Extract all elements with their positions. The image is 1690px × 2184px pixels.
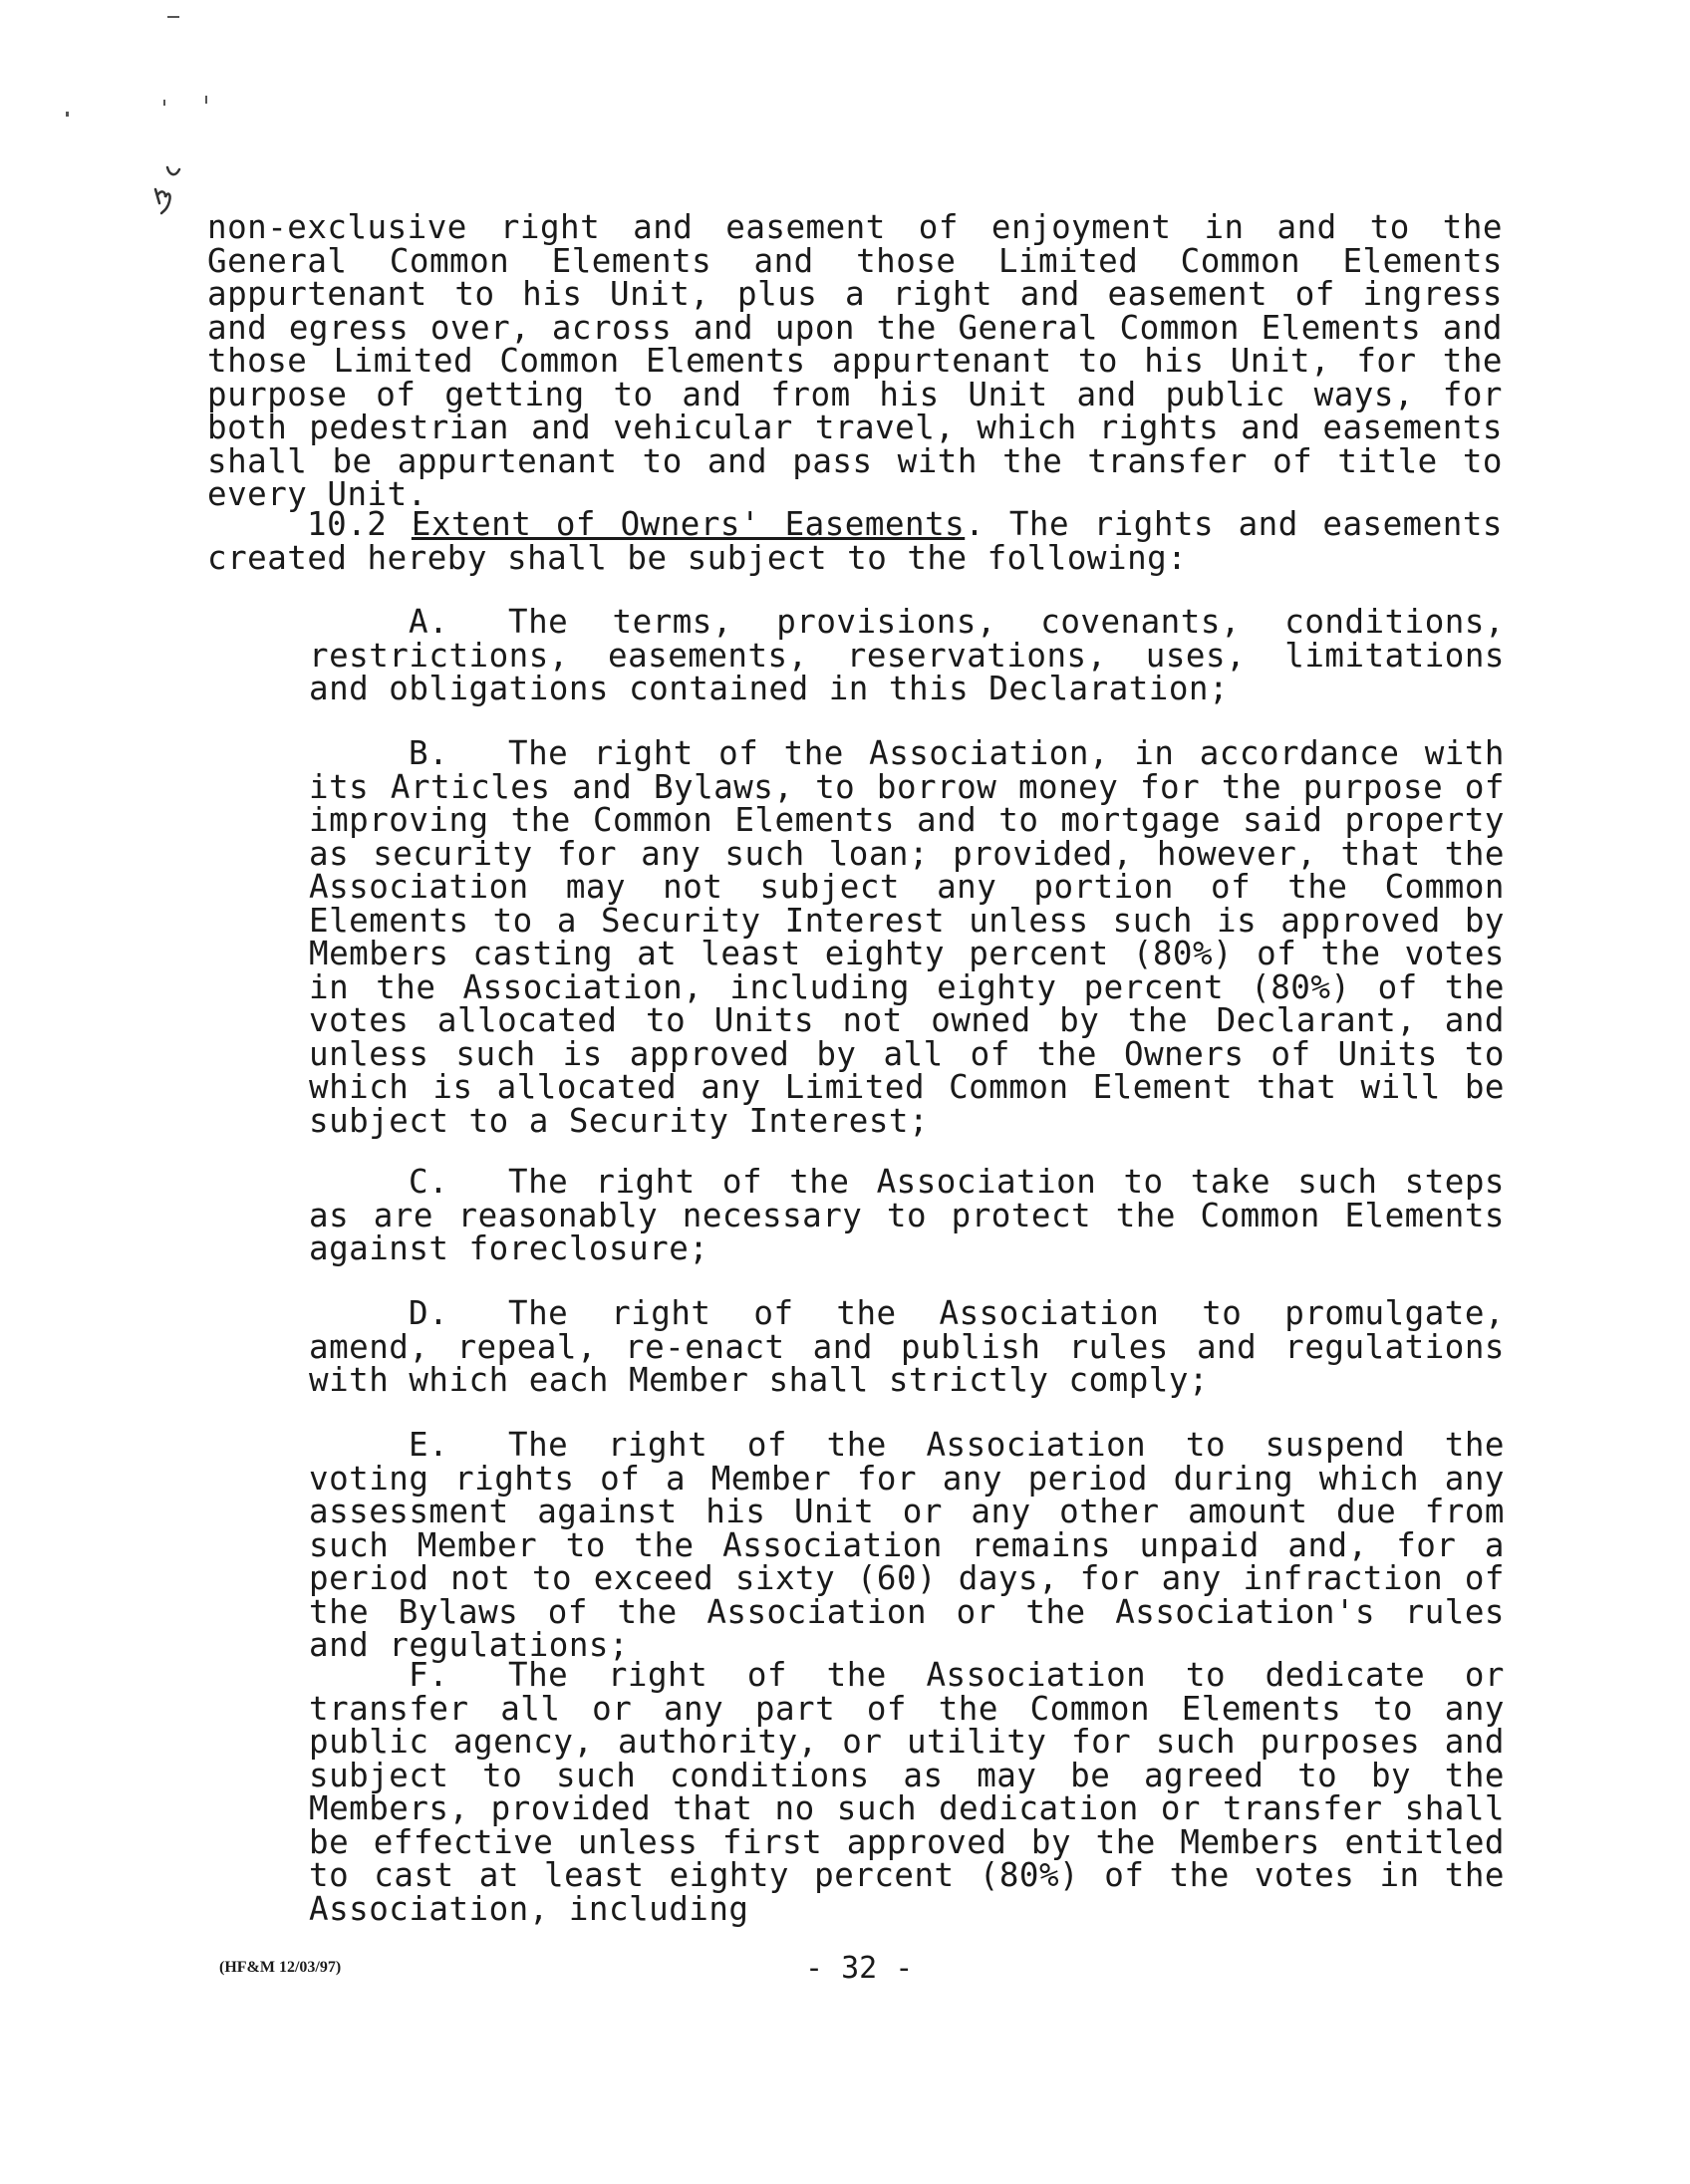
list-item-f <box>309 1656 1505 1928</box>
list-item-e <box>309 1426 1505 1664</box>
list-item-a <box>309 603 1505 707</box>
list-item-label: C. <box>409 1163 449 1201</box>
list-item-label: E. <box>409 1426 449 1464</box>
section-heading: Extent of Owners' Easements <box>411 505 966 543</box>
section-10-2-paragraph <box>207 505 1503 577</box>
list-item-d <box>309 1294 1505 1399</box>
scan-speck <box>163 100 165 106</box>
list-item-text: The right of the Association to suspend the voting rights of a Member for any period during which any assessment against his Unit or any other amount due from such Member to the Association remains unpaid and, for a period not to exceed sixty (60) days, for any infraction of the Bylaws of the Association or the Association's rules and regulations; <box>309 1426 1505 1664</box>
list-item-label: F. <box>409 1656 449 1694</box>
list-item-label: A. <box>409 603 449 641</box>
document-footer-id: (HF&M 12/03/97) <box>219 1959 342 1976</box>
list-item-text: The right of the Association to dedicate or transfer all or any part of the Common Elements to any public agency, authority, or utility for such purposes and subject to such conditions as may be agreed to by the Members, provided that no such dedication or transfer shall be effective unless first approved by the Members entitled to cast at least eighty percent (80%) of the votes in the Association, including <box>309 1656 1505 1928</box>
scan-speck <box>205 96 207 104</box>
list-item-text: The right of the Association to promulgate, amend, repeal, re-enact and publish rules and regulations with which each Member shall strictly comply; <box>309 1294 1505 1399</box>
list-item-text: The right of the Association to take such steps as are reasonably necessary to protect the Common Elements against foreclosure; <box>309 1163 1505 1267</box>
list-item-c <box>309 1163 1505 1267</box>
list-item-b <box>309 734 1505 1140</box>
scan-speck <box>66 112 69 117</box>
scan-speck <box>167 16 179 18</box>
list-item-text: The right of the Association, in accordance with its Articles and Bylaws, to borrow money for the purpose of improving the Common Elements and to mortgage said property as security for any such loan; provided, however, that the Association may not subject any portion of the Common Elements to a Security Interest unless such is approved by Members casting at least eighty percent (80%) of the votes in the Association, including eighty percent (80%) of the votes allocated to Units not owned by the Declarant, and unless such is approved by all of the Owners of Units to which is allocated any Limited Common Element that will be subject to a Security Interest; <box>309 734 1505 1140</box>
page-number: - 32 - <box>805 1951 914 1986</box>
list-item-text: The terms, provisions, covenants, conditions, restrictions, easements, reservations, uses, limitations and obligations contained in this Declaration; <box>309 603 1505 707</box>
handwritten-margin-mark <box>149 159 189 219</box>
list-item-label: B. <box>409 734 449 772</box>
intro-paragraph: non-exclusive right and easement of enjoyment in and to the General Common Elements and those Limited Common Elements appurtenant to his Unit, plus a right and easement of ingress and egress over, across and upon the General Common Elements and those Limited Common Elements appurtenant to his Unit, for the purpose of getting to and from his Unit and public ways, for both pedestrian and vehicular travel, which rights and easements shall be appurtenant to and pass with the transfer of title to every Unit. <box>207 208 1503 513</box>
list-item-label: D. <box>409 1294 449 1332</box>
section-intro-text: . The rights and easements created hereby shall be subject to the following: <box>207 505 1503 577</box>
section-number: 10.2 <box>307 505 388 543</box>
